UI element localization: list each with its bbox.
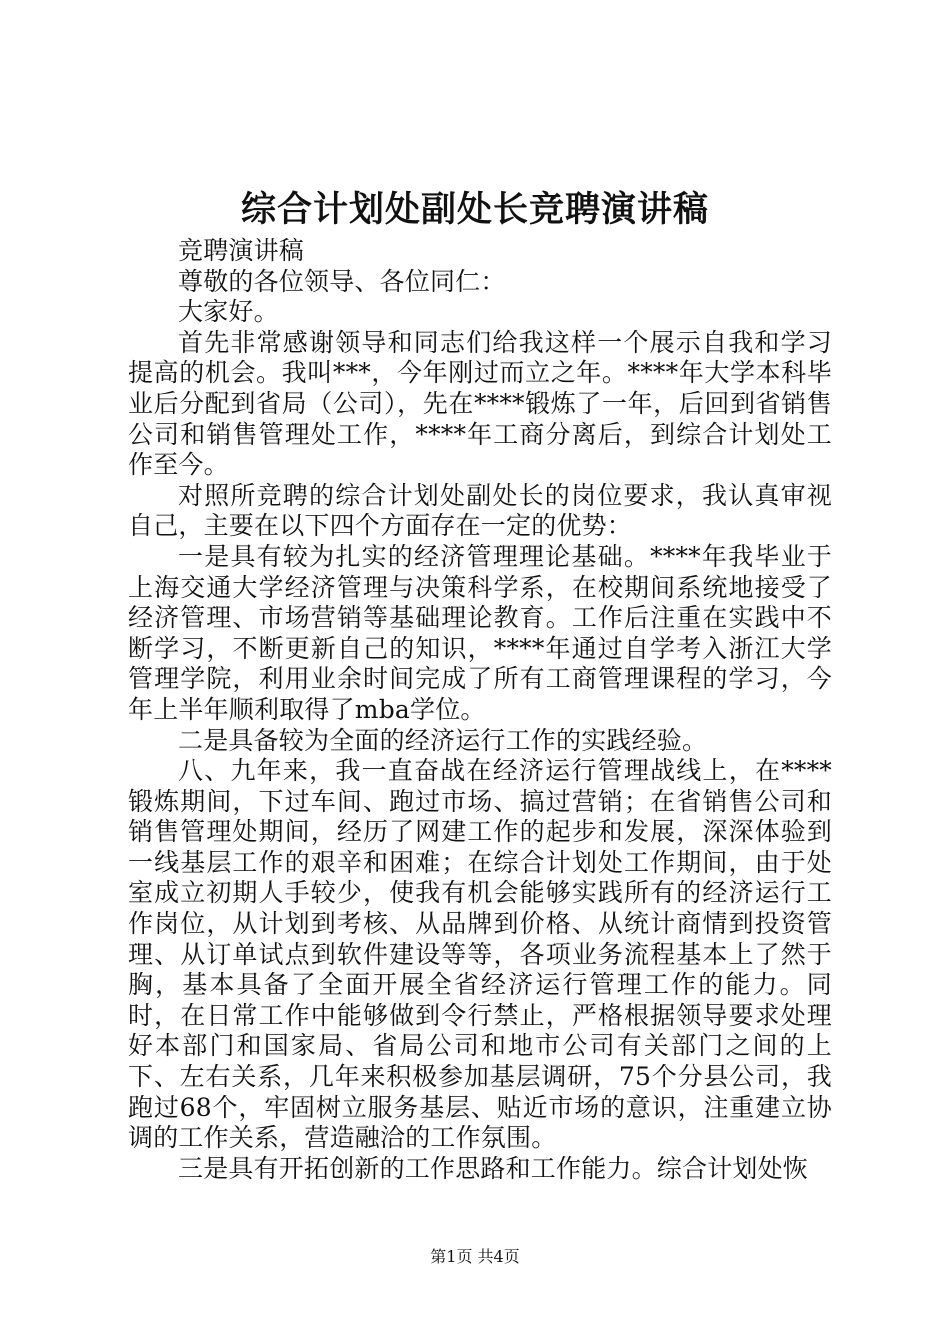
paragraph-point-two: 二是具备较为全面的经济运行工作的实践经验。 bbox=[178, 725, 708, 755]
paragraph-overview: 对照所竞聘的综合计划处副处长的岗位要求，我认真审视自己，主要在以下四个方面存在一定的优势： bbox=[128, 480, 832, 541]
paragraph-greeting: 大家好。 bbox=[178, 297, 279, 327]
paragraph-point-three: 三是具有开拓创新的工作思路和工作能力。综合计划处恢 bbox=[178, 1153, 809, 1183]
paragraph-introduction: 首先非常感谢领导和同志们给我这样一个展示自我和学习提高的机会。我叫***，今年刚过而立之年。****年大学本科毕业后分配到省局（公司），先在****锻炼了一年，后回到省销售公司和销售管理处工作，****年工商分离后，到综合计划处工作至今。 bbox=[128, 327, 832, 480]
page-number-footer: 第1页 共4页 bbox=[430, 1247, 520, 1266]
paragraph-point-one: 一是具有较为扎实的经济管理理论基础。****年我毕业于上海交通大学经济管理与决策科学系，在校期间系统地接受了经济管理、市场营销等基础理论教育。工作后注重在实践中不断学习，不断更新自己的知识，****年通过自学考入浙江大学管理学院，利用业余时间完成了所有工商管理课程的学习，今年上半年顺利取得了mba学位。 bbox=[128, 541, 832, 724]
document-title: 综合计划处副处长竞聘演讲稿 bbox=[240, 189, 709, 230]
document-body bbox=[128, 236, 832, 1184]
paragraph-salutation: 尊敬的各位领导、各位同仁： bbox=[178, 266, 506, 296]
paragraph-experience: 八、九年来，我一直奋战在经济运行管理战线上，在****锻炼期间，下过车间、跑过市场、搞过营销；在省销售公司和销售管理处期间，经历了网建工作的起步和发展，深深体验到一线基层工作的艰辛和困难；在综合计划处工作期间，由于处室成立初期人手较少，使我有机会能够实践所有的经济运行工作岗位，从计划到考核、从品牌到价格、从统计商情到投资管理、从订单试点到软件建设等等，各项业务流程基本上了然于胸，基本具备了全面开展全省经济运行管理工作的能力。同时，在日常工作中能够做到令行禁止，严格根据领导要求处理好本部门和国家局、省局公司和地市公司有关部门之间的上下、左右关系，几年来积极参加基层调研，75个分县公司，我跑过68个，牢固树立服务基层、贴近市场的意识，注重建立协调的工作关系，营造融洽的工作氛围。 bbox=[128, 756, 832, 1153]
paragraph-heading: 竞聘演讲稿 bbox=[178, 236, 305, 265]
